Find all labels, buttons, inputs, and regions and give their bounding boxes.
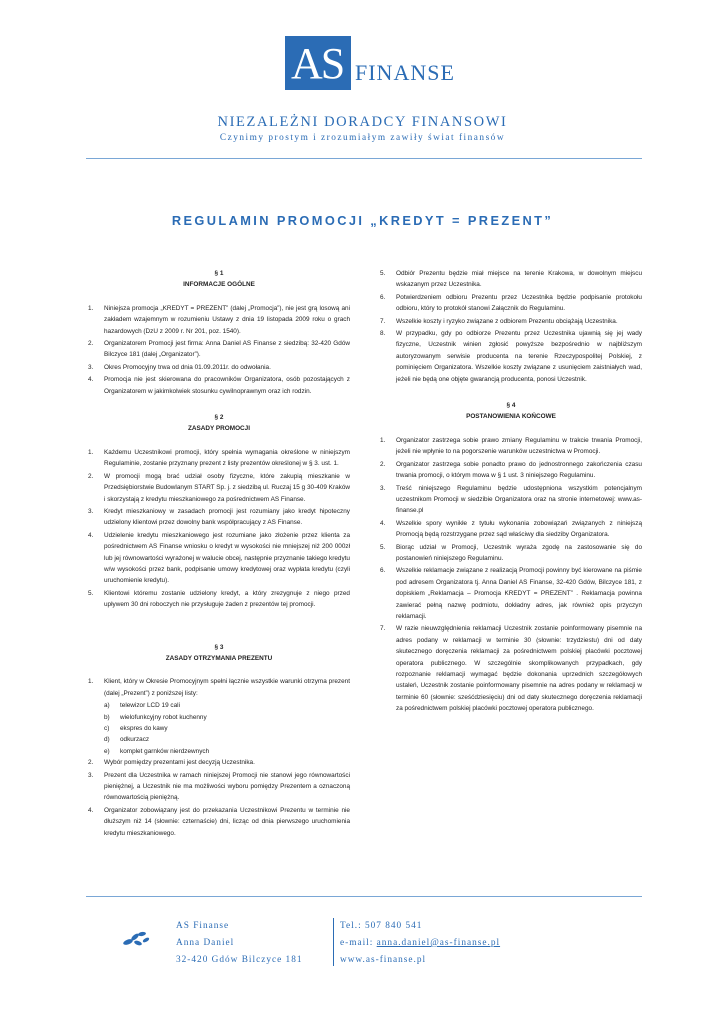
list-item (88, 374, 350, 397)
footer-address: 32-420 Gdów Bilczyce 181 (176, 954, 303, 965)
item-number: 8. (380, 330, 386, 338)
gift-option (88, 712, 350, 723)
list-item (380, 316, 642, 327)
item-number: b) (104, 713, 110, 721)
list-item (88, 770, 350, 804)
item-text: W razie nieuwzględnienia reklamacji Uczestnik zostanie poinformowany pisemnie na adres podany w reklamacji w terminie 30 (słownie: trzydziestu) dni od daty skutecznego doręczenia reklamacji za pośrednictwem polskiej placówki pocztowej operatora publicznego. W szczególnie skomplikowanych przypadkach, gdy rozpoznanie reklamacji wymagać będzie dokonania uprzednich szczegółowych ustaleń, Uczestnik zostanie poinformowany pisemnie na adres podany w reklamacji w terminie 60 (słownie: sześćdziesięciu) dni od daty skutecznego doręczenia reklamacji za pośrednictwem polskiej placówki pocztowej operatora publicznego. (396, 625, 642, 713)
item-number: a) (104, 702, 110, 710)
item-text: Wszelkie reklamacje związane z realizacją Promocji powinny być kierowane na piśmie pod adresem Organizatora tj. Anna Daniel AS Finanse, 32-420 Gdów, Bilczyce 181, z dopiskiem „Reklamacja – Promocja KREDYT = PREZENT” . Reklamacja powinna zawierać pełną nazwę podmiotu, dokładny adres, jak również opis przyczyn reklamacji. (396, 567, 642, 620)
header-subtagline: Czynimy prostym i zrozumiałym zawiły świat finansów (219, 133, 506, 143)
document-title: REGULAMIN PROMOCJI „KREDYT = PREZENT” (171, 213, 554, 228)
section-title: ZASADY PROMOCJI (187, 425, 251, 433)
item-number: 7. (380, 317, 386, 325)
item-text: Treść niniejszego Regulaminu będzie udostępniona wszystkim potencjalnym uczestnikom Promocji w siedzibie Organizatora oraz na stronie internetowej: www.as-finanse.pl (396, 484, 642, 515)
list-item (380, 565, 642, 622)
list-item (88, 805, 350, 839)
left-column (88, 268, 350, 840)
list-item (88, 303, 350, 337)
section-number: § 3 (214, 643, 224, 651)
as-finanse-logo (285, 36, 455, 92)
item-text: Klientowi któremu zostanie udzielony kredyt, a który zrezygnuje z niego przed upływem 30 dni roboczych nie przysługuje żaden z prezentów tej promocji. (104, 589, 350, 609)
section-number: § 4 (506, 402, 516, 410)
logo-mark-box (285, 36, 351, 90)
footer-email-label: e-mail: (340, 937, 377, 948)
item-text: Potwierdzeniem odbioru Prezentu przez Uczestnika będzie podpisanie protokołu odbioru, który to protokół stanowi Załącznik do Regulaminu. (396, 293, 642, 313)
item-text: wielofunkcyjny robot kuchenny (120, 713, 207, 721)
section-number: § 2 (214, 414, 224, 422)
list-item (88, 676, 350, 699)
header-divider (86, 158, 642, 159)
gift-option (88, 723, 350, 734)
item-number: 1. (380, 436, 386, 444)
list-item (380, 435, 642, 458)
footer-website-link[interactable]: www.as-finanse.pl (340, 954, 427, 965)
item-text: Kredyt mieszkaniowy w zasadach promocji jest rozumiany jako kredyt hipoteczny udzielony klientowi przez dowolny bank współpracujący z AS Finanse. (104, 507, 350, 527)
item-text: telewizor LCD 19 cali (120, 702, 181, 710)
logo-text: FINANSE (355, 60, 455, 85)
item-number: 2. (88, 759, 94, 767)
item-number: 2. (88, 472, 94, 480)
item-text: komplet garnków nierdzewnych (120, 747, 210, 755)
item-number: 3. (88, 507, 94, 515)
item-text: Promocja nie jest skierowana do pracowników Organizatora, osób pozostających z Organizatorem w jakimkolwiek stosunku cywilnoprawnym oraz ich rodzin. (104, 376, 350, 395)
list-item (88, 471, 350, 505)
item-number: 5. (380, 270, 386, 277)
item-text: Organizatorem Promocji jest firma: Anna Daniel AS Finanse z siedzibą: 32-420 Gdów Bilczyce 181 (dalej „Organizator”). (104, 340, 350, 359)
item-number: 1. (88, 448, 94, 456)
footer-company (176, 918, 303, 968)
item-text: Klient, który w Okresie Promocyjnym spełni łącznie wszystkie warunki otrzyma prezent (dalej „Prezent”) z poniższej listy: (104, 678, 350, 697)
item-text: ekspres do kawy (120, 725, 168, 732)
item-text: Organizator zastrzega sobie ponadto prawo do jednostronnego zakończenia czasu trwania promocji, o którym mowa w § 1 ust. 3 niniejszego Regulaminu. (396, 460, 642, 480)
list-item (88, 338, 350, 361)
item-number: c) (104, 725, 110, 732)
gift-option (88, 734, 350, 745)
item-text: Każdemu Uczestnikowi promocji, który spełnia wymagania określone w niniejszym Regulaminie, zostanie przyznany prezent z listy prezentów określonej w § 3. ust. 1. (104, 448, 350, 468)
header-tagline: NIEZALEŻNI DORADCY FINANSOWI (217, 114, 508, 130)
list-item (88, 588, 350, 611)
item-number: 3. (380, 484, 386, 492)
item-number: d) (104, 736, 110, 744)
footer-name: AS Finanse (176, 921, 230, 931)
item-number: e) (104, 747, 110, 755)
section-number: § 1 (214, 270, 224, 277)
section-title: ZASADY OTRZYMANIA PREZENTU (165, 654, 273, 662)
footer-phone: Tel.: 507 840 541 (340, 921, 423, 931)
item-text: Wszelkie koszty i ryzyko związane z odbiorem Prezentu obciążają Uczestnika. (396, 317, 618, 325)
item-number: 5. (88, 589, 94, 597)
list-item (380, 623, 642, 714)
item-number: 7. (380, 625, 386, 633)
item-number: 6. (380, 293, 386, 301)
item-number: 2. (380, 460, 386, 468)
item-number: 1. (88, 678, 94, 686)
footer-separator (333, 918, 334, 966)
list-item (380, 542, 642, 565)
gift-option (88, 700, 350, 711)
section-title: POSTANOWIENIA KOŃCOWE (466, 413, 556, 421)
right-column (380, 268, 642, 716)
item-number: 1. (88, 304, 94, 312)
item-text: Prezent dla Uczestnika w ramach niniejszej Promocji nie stanowi jego równowartości pieniężnej, a Uczestnik nie ma możliwości wyboru pomiędzy Prezentem a oznaczoną równowartością pieniężną. (104, 771, 350, 802)
item-number: 6. (380, 567, 386, 575)
item-text: Organizator zastrzega sobie prawo zmiany Regulaminu w trakcie trwania Promocji, jeżeli nie wpłynie to na pogorszenie warunków uczestnictwa w Promocji. (396, 436, 642, 456)
item-text: Udzielenie kredytu mieszkaniowego jest rozumiane jako złożenie przez klienta za pośrednictwem AS Finanse wniosku o kredyt w wysokości nie mniejszej niż 200 000zł lub jej równowartości wyrażonej w walucie obcej, następnie przyznanie takiego kredytu w/w wysokości przez bank, podpisanie umowy kredytowej oraz wypłata kredytu (czyli uruchomienie kredytu). (104, 531, 350, 585)
item-text: W promocji mogą brać udział osoby fizyczne, które zakupią mieszkanie w Przedsiębiorstwie Budowlanym START Sp. j. z siedzibą ul. Ruczaj 15 g 30-409 Kraków i skorzystają z kredytu mieszkaniowego za pośrednictwem AS Finanse. (104, 472, 350, 503)
item-text: Wszelkie spory wynikłe z tytułu wykonania zobowiązań związanych z niniejszą Promocją będą rozstrzygane przez sąd właściwy dla siedziby Organizatora. (396, 519, 642, 539)
footer-email-line (340, 935, 500, 952)
list-item (88, 506, 350, 529)
list-item (380, 328, 642, 385)
footer-person: Anna Daniel (176, 937, 235, 948)
item-text: Organizator zobowiązany jest do przekazania Uczestnikowi Prezentu w terminie nie dłuższym niż 14 (słownie: czternaście) dni, licząc od dnia pierwszego uruchomienia kredytu mieszkaniowego. (104, 806, 350, 837)
item-number: 4. (88, 376, 94, 384)
item-number: 5. (380, 543, 386, 551)
item-number: 4. (88, 806, 94, 814)
footer-contact (340, 918, 500, 968)
item-text: Wybór pomiędzy prezentami jest decyzją Uczestnika. (104, 759, 255, 767)
footer-divider (86, 896, 642, 897)
item-text: W przypadku, gdy po odbiorze Prezentu przez Uczestnika ujawnią się jej wady fizyczne, Uczestnik winien zgłosić powyższe bezpośrednio w najbliższym autoryzowanym serwisie producenta na terenie Rzeczypospolitej Polskiej, z pominięciem Organizatora. Wszelkie koszty związane z usunięciem zaistniałych wad, jeżeli nie będą one objęte gwarancją producenta, ponosi Uczestnik. (396, 330, 642, 383)
list-item (88, 757, 350, 768)
item-number: 4. (380, 519, 386, 527)
list-item (88, 530, 350, 587)
list-item (380, 459, 642, 482)
list-item (380, 268, 642, 291)
list-item (380, 518, 642, 541)
item-text: odkurzacz (120, 736, 150, 744)
item-text: Okres Promocyjny trwa od dnia 01.09.2011r. do odwołania. (104, 363, 271, 371)
item-number: 2. (88, 340, 94, 348)
leaf-ornament-icon (122, 928, 152, 950)
list-item (380, 483, 642, 517)
gift-option (88, 746, 350, 757)
logo-mark: AS (291, 39, 344, 88)
item-number: 3. (88, 771, 94, 779)
section-title: INFORMACJE OGÓLNE (183, 281, 255, 289)
list-item (88, 362, 350, 373)
item-number: 3. (88, 363, 94, 371)
list-item (88, 447, 350, 470)
item-text: Niniejsza promocja „KREDYT = PREZENT” (dalej „Promocja”), nie jest grą losową ani zakładem wzajemnym w rozumieniu Ustawy z dnia 19 listopada 2009 roku o grach hazardowych (DzU z 2009 r. Nr 201, poz. 1540). (104, 304, 350, 335)
footer-email-link[interactable]: anna.daniel@as-finanse.pl (376, 937, 501, 948)
item-number: 4. (88, 531, 94, 539)
list-item (380, 292, 642, 315)
item-text: Biorąc udział w Promocji, Uczestnik wyraża zgodę na zastosowanie się do postanowień niniejszego Regulaminu. (396, 543, 642, 562)
item-text: Odbiór Prezentu będzie miał miejsce na terenie Krakowa, w dowolnym miejscu wskazanym przez Uczestnika. (396, 270, 642, 289)
